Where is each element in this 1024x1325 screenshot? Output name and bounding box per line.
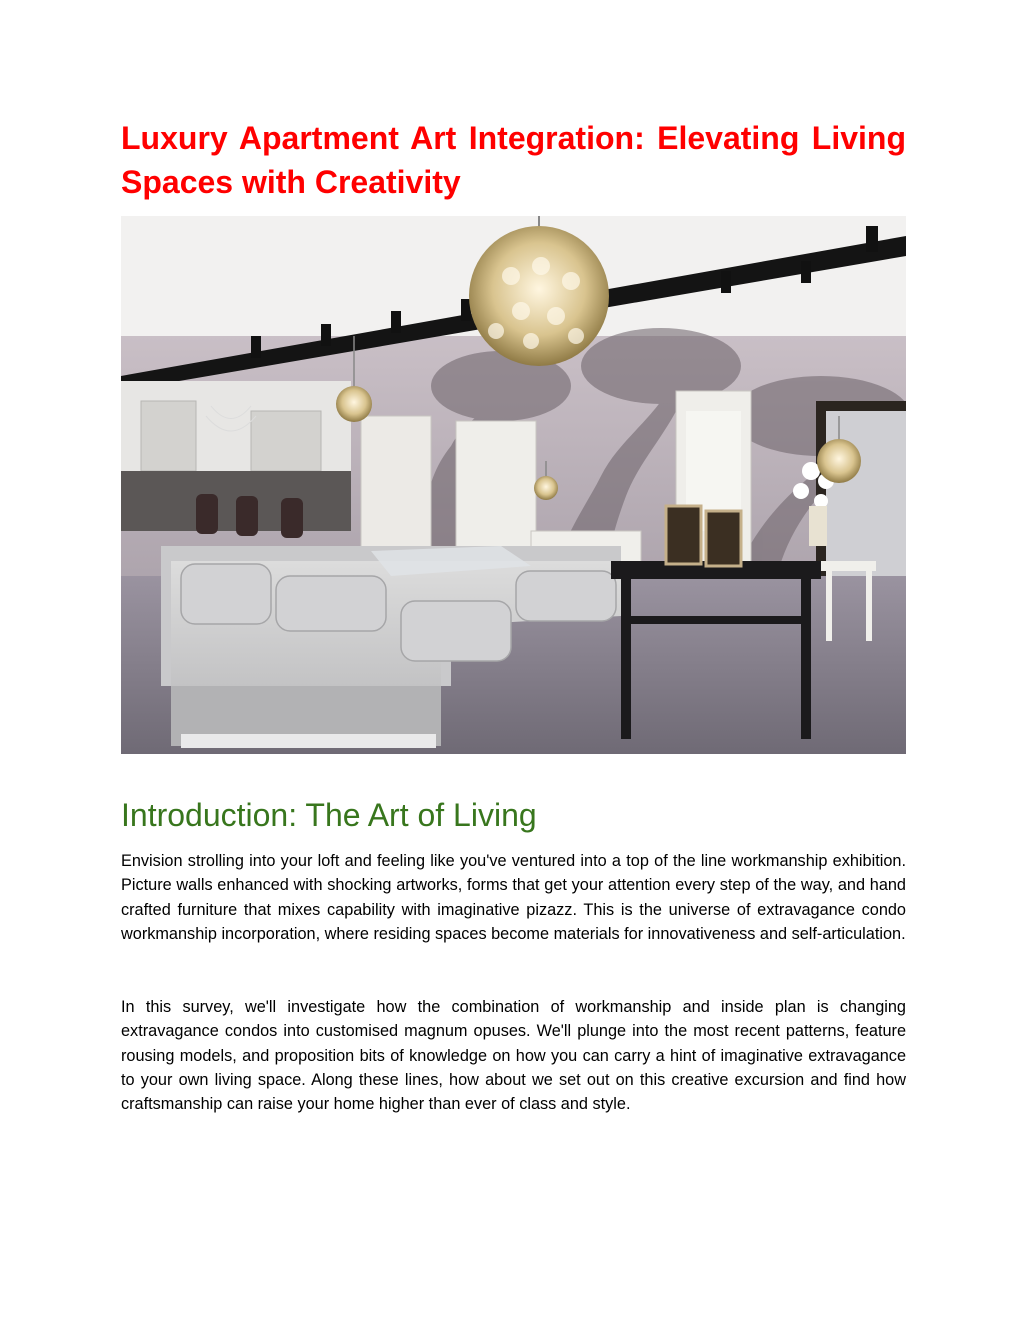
hero-photo — [121, 216, 906, 754]
section-heading: Introduction: The Art of Living — [121, 797, 537, 833]
document-title: Luxury Apartment Art Integration: Elevating Living Spaces with Creativity — [121, 120, 906, 200]
body-paragraph: In this survey, we'll investigate how the combination of workmanship and inside plan is changing extravagance condos into customised magnum opuses. We'll plunge into the most recent patterns, feature rousing models, and proposition bits of knowledge on how you can carry a hint of imaginative extravagance to your own living space. Along these lines, how about we set out on this creative excursion and find how craftsmanship can raise your home higher than ever of class and style. — [121, 998, 906, 1114]
body-paragraph: Envision strolling into your loft and feeling like you've ventured into a top of the line workmanship exhibition. Picture walls enhanced with shocking artworks, forms that get your attention every step of the way, and hand crafted furniture that mixes capability with imaginative pizazz. This is the universe of extravagance condo workmanship incorporation, where residing spaces become materials for innovativeness and self-articulation. — [121, 852, 906, 943]
